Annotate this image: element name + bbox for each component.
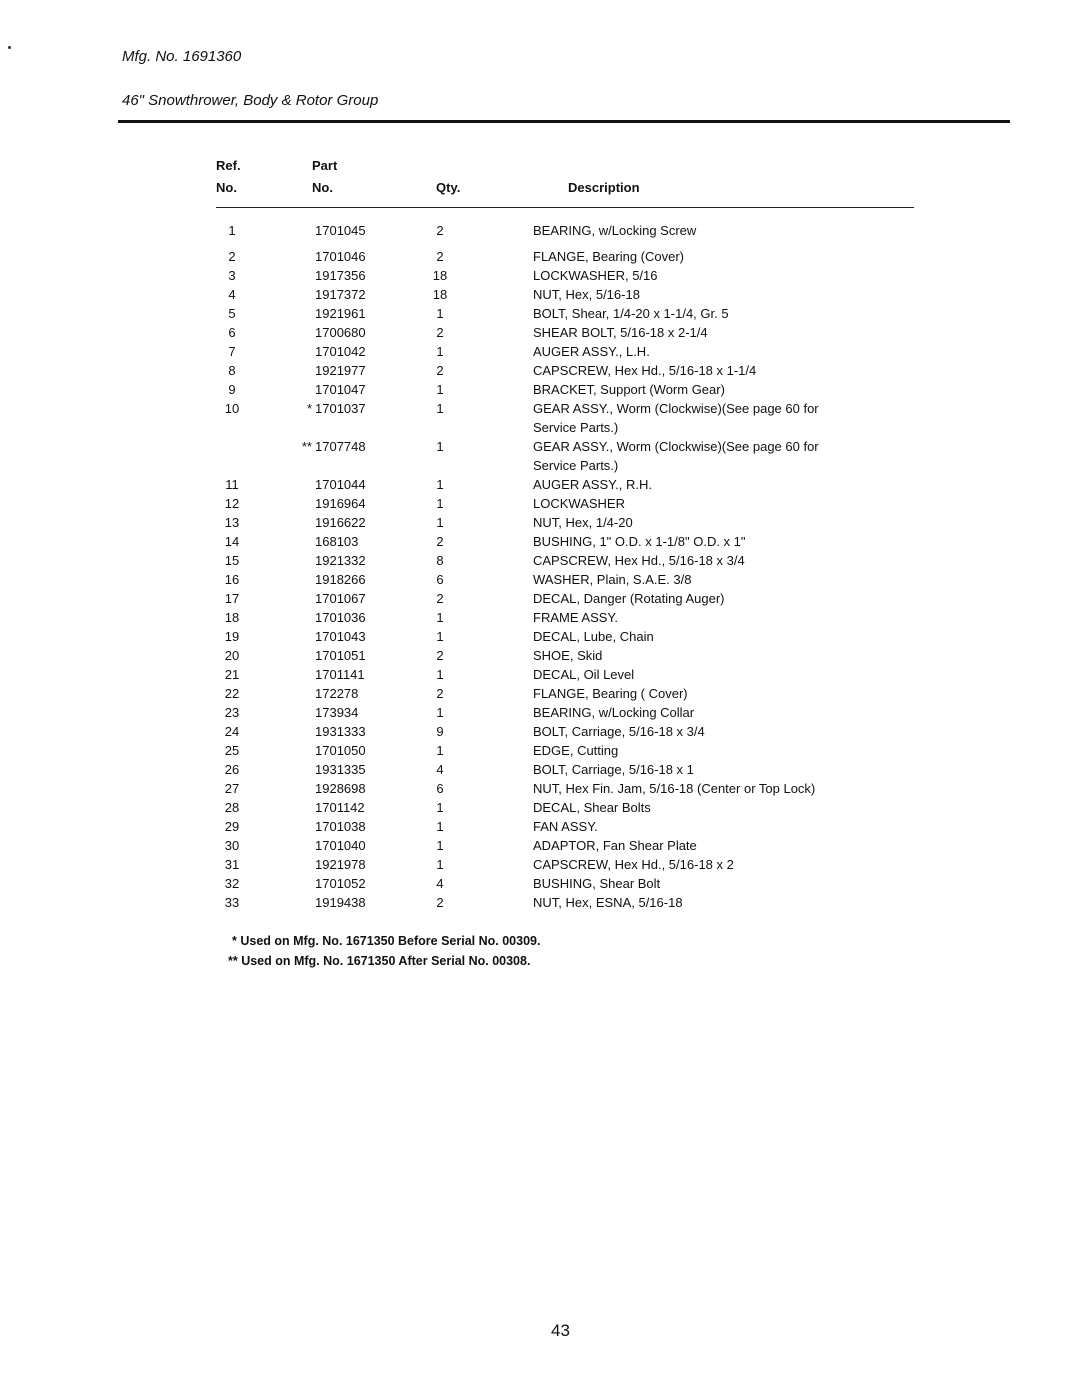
ref-number: 30: [224, 838, 240, 853]
mfg-number-title: Mfg. No. 1691360: [122, 48, 242, 65]
ref-number: 9: [228, 382, 236, 397]
table-row: [0, 380, 1080, 399]
description: DECAL, Danger (Rotating Auger): [533, 591, 725, 606]
ref-number: 5: [228, 306, 236, 321]
ref-number: 25: [224, 743, 240, 758]
col-qty-label: Qty.: [436, 180, 461, 195]
quantity: 2: [436, 895, 444, 910]
ref-number: 28: [224, 800, 240, 815]
quantity: 2: [436, 363, 444, 378]
part-number: 1707748: [315, 439, 366, 454]
ref-number: 4: [228, 287, 236, 302]
table-row: [0, 893, 1080, 912]
quantity: 18: [432, 287, 448, 302]
col-ref-label-2: No.: [216, 180, 237, 195]
ref-number: 24: [224, 724, 240, 739]
quantity: 2: [436, 686, 444, 701]
table-row: [0, 399, 1080, 418]
ref-number: 16: [224, 572, 240, 587]
ref-number: 8: [228, 363, 236, 378]
description: SHOE, Skid: [533, 648, 603, 663]
description-continued: Service Parts.): [533, 420, 619, 435]
ref-number: 12: [224, 496, 240, 511]
part-number: 1919438: [315, 895, 366, 910]
header-rule: [118, 120, 1010, 123]
description: WASHER, Plain, S.A.E. 3/8: [533, 572, 692, 587]
quantity: 1: [436, 800, 444, 815]
quantity: 1: [436, 515, 444, 530]
footnote-marker: *: [306, 401, 312, 416]
part-number: 1916622: [315, 515, 366, 530]
part-number: 168103: [315, 534, 359, 549]
table-row: [0, 551, 1080, 570]
description: FLANGE, Bearing ( Cover): [533, 686, 688, 701]
quantity: 2: [436, 223, 444, 238]
col-part-label-2: No.: [312, 180, 333, 195]
part-number: 1701043: [315, 629, 366, 644]
part-number: 1701037: [315, 401, 366, 416]
section-subtitle: 46" Snowthrower, Body & Rotor Group: [122, 92, 379, 109]
part-number: 1921332: [315, 553, 366, 568]
ref-number: 3: [228, 268, 236, 283]
description: NUT, Hex, 1/4-20: [533, 515, 633, 530]
description: CAPSCREW, Hex Hd., 5/16-18 x 1-1/4: [533, 363, 757, 378]
description: BOLT, Shear, 1/4-20 x 1-1/4, Gr. 5: [533, 306, 729, 321]
part-number: 1701045: [315, 223, 366, 238]
ref-number: 26: [224, 762, 240, 777]
table-row: [0, 703, 1080, 722]
description: BOLT, Carriage, 5/16-18 x 1: [533, 762, 694, 777]
footnote-marker: **: [301, 439, 312, 454]
part-number: 172278: [315, 686, 359, 701]
table-row: [0, 836, 1080, 855]
ref-number: 27: [224, 781, 240, 796]
col-ref-label-1: Ref.: [216, 158, 241, 173]
table-row: [0, 323, 1080, 342]
description: BUSHING, Shear Bolt: [533, 876, 661, 891]
table-row: [0, 342, 1080, 361]
quantity: 9: [436, 724, 444, 739]
quantity: 2: [436, 648, 444, 663]
column-header-rule: [216, 207, 914, 208]
ref-number: 18: [224, 610, 240, 625]
table-row: [0, 608, 1080, 627]
description: AUGER ASSY., R.H.: [533, 477, 652, 492]
part-number: 1931335: [315, 762, 366, 777]
part-number: 173934: [315, 705, 359, 720]
table-row: [0, 817, 1080, 836]
table-row: [0, 304, 1080, 323]
table-row-continuation: [0, 456, 1080, 475]
part-number: 1701142: [315, 800, 365, 815]
table-row: [0, 247, 1080, 266]
quantity: 1: [436, 439, 444, 454]
scan-speck: [8, 46, 11, 49]
quantity: 2: [436, 534, 444, 549]
quantity: 1: [436, 629, 444, 644]
part-number: 1931333: [315, 724, 366, 739]
part-number: 1701050: [315, 743, 366, 758]
part-number: 1701036: [315, 610, 366, 625]
description: FAN ASSY.: [533, 819, 598, 834]
description: EDGE, Cutting: [533, 743, 619, 758]
table-row: [0, 266, 1080, 285]
quantity: 6: [436, 572, 444, 587]
table-row: [0, 437, 1080, 456]
table-row: [0, 532, 1080, 551]
ref-number: 31: [224, 857, 240, 872]
quantity: 1: [436, 857, 444, 872]
description: CAPSCREW, Hex Hd., 5/16-18 x 2: [533, 857, 734, 872]
table-row: [0, 494, 1080, 513]
part-number: 1916964: [315, 496, 366, 511]
part-number: 1918266: [315, 572, 366, 587]
quantity: 1: [436, 610, 444, 625]
table-row: [0, 722, 1080, 741]
part-number: 1928698: [315, 781, 366, 796]
ref-number: 29: [224, 819, 240, 834]
ref-number: 33: [224, 895, 240, 910]
quantity: 1: [436, 743, 444, 758]
quantity: 2: [436, 249, 444, 264]
description: DECAL, Oil Level: [533, 667, 635, 682]
quantity: 2: [436, 591, 444, 606]
table-row: [0, 855, 1080, 874]
ref-number: 21: [224, 667, 240, 682]
quantity: 18: [432, 268, 448, 283]
table-row: [0, 741, 1080, 760]
table-row: [0, 570, 1080, 589]
quantity: 1: [436, 401, 444, 416]
quantity: 1: [436, 819, 444, 834]
table-row: [0, 874, 1080, 893]
ref-number: 14: [224, 534, 240, 549]
description: BRACKET, Support (Worm Gear): [533, 382, 725, 397]
table-row: [0, 684, 1080, 703]
footnote-double-asterisk: ** Used on Mfg. No. 1671350 After Serial No. 00308.: [228, 954, 531, 968]
quantity: 1: [436, 306, 444, 321]
description: GEAR ASSY., Worm (Clockwise)(See page 60 for: [533, 439, 819, 454]
table-row: [0, 779, 1080, 798]
table-row: [0, 665, 1080, 684]
part-number: 1701051: [315, 648, 366, 663]
part-number: 1701141: [315, 667, 365, 682]
ref-number: 6: [228, 325, 236, 340]
ref-number: 22: [224, 686, 240, 701]
description: FRAME ASSY.: [533, 610, 619, 625]
part-number: 1701040: [315, 838, 366, 853]
table-row: [0, 475, 1080, 494]
description-continued: Service Parts.): [533, 458, 619, 473]
part-number: 1701044: [315, 477, 366, 492]
description: NUT, Hex, 5/16-18: [533, 287, 640, 302]
description: LOCKWASHER, 5/16: [533, 268, 658, 283]
quantity: 4: [436, 876, 444, 891]
table-row: [0, 646, 1080, 665]
col-description-label: Description: [568, 180, 640, 195]
description: BUSHING, 1" O.D. x 1-1/8" O.D. x 1": [533, 534, 746, 549]
ref-number: 11: [225, 477, 239, 492]
description: NUT, Hex Fin. Jam, 5/16-18 (Center or Top Lock): [533, 781, 816, 796]
quantity: 6: [436, 781, 444, 796]
footnote-single-asterisk: * Used on Mfg. No. 1671350 Before Serial No. 00309.: [232, 934, 541, 948]
part-number: 1701038: [315, 819, 366, 834]
description: DECAL, Lube, Chain: [533, 629, 654, 644]
quantity: 1: [436, 382, 444, 397]
quantity: 1: [436, 496, 444, 511]
table-row: [0, 361, 1080, 380]
part-number: 1921977: [315, 363, 366, 378]
quantity: 1: [436, 477, 444, 492]
part-number: 1917356: [315, 268, 366, 283]
description: ADAPTOR, Fan Shear Plate: [533, 838, 697, 853]
quantity: 1: [436, 838, 444, 853]
description: SHEAR BOLT, 5/16-18 x 2-1/4: [533, 325, 708, 340]
description: DECAL, Shear Bolts: [533, 800, 651, 815]
part-number: 1701046: [315, 249, 366, 264]
quantity: 4: [436, 762, 444, 777]
part-number: 1917372: [315, 287, 366, 302]
ref-number: 17: [224, 591, 240, 606]
table-row: [0, 589, 1080, 608]
part-number: 1701067: [315, 591, 366, 606]
table-row: [0, 285, 1080, 304]
ref-number: 19: [224, 629, 240, 644]
table-row: [0, 798, 1080, 817]
ref-number: 23: [224, 705, 240, 720]
table-row-continuation: [0, 418, 1080, 437]
col-part-label-1: Part: [312, 158, 338, 173]
part-number: 1921961: [315, 306, 366, 321]
part-number: 1701042: [315, 344, 366, 359]
description: NUT, Hex, ESNA, 5/16-18: [533, 895, 683, 910]
quantity: 1: [436, 667, 444, 682]
description: FLANGE, Bearing (Cover): [533, 249, 684, 264]
quantity: 8: [436, 553, 444, 568]
description: BEARING, w/Locking Screw: [533, 223, 697, 238]
ref-number: 15: [224, 553, 240, 568]
ref-number: 1: [228, 223, 236, 238]
ref-number: 2: [228, 249, 236, 264]
quantity: 1: [436, 705, 444, 720]
description: LOCKWASHER: [533, 496, 625, 511]
quantity: 2: [436, 325, 444, 340]
part-number: 1700680: [315, 325, 366, 340]
ref-number: 7: [228, 344, 236, 359]
table-row: [0, 760, 1080, 779]
description: BEARING, w/Locking Collar: [533, 705, 695, 720]
description: BOLT, Carriage, 5/16-18 x 3/4: [533, 724, 705, 739]
table-row: [0, 513, 1080, 532]
ref-number: 20: [224, 648, 240, 663]
part-number: 1921978: [315, 857, 366, 872]
ref-number: 32: [224, 876, 240, 891]
table-row: [0, 627, 1080, 646]
page-number: 43: [551, 1321, 570, 1340]
quantity: 1: [436, 344, 444, 359]
description: GEAR ASSY., Worm (Clockwise)(See page 60 for: [533, 401, 819, 416]
table-row: [0, 221, 1080, 240]
ref-number: 13: [224, 515, 240, 530]
description: CAPSCREW, Hex Hd., 5/16-18 x 3/4: [533, 553, 745, 568]
part-number: 1701052: [315, 876, 366, 891]
description: AUGER ASSY., L.H.: [533, 344, 650, 359]
ref-number: 10: [224, 401, 240, 416]
part-number: 1701047: [315, 382, 366, 397]
